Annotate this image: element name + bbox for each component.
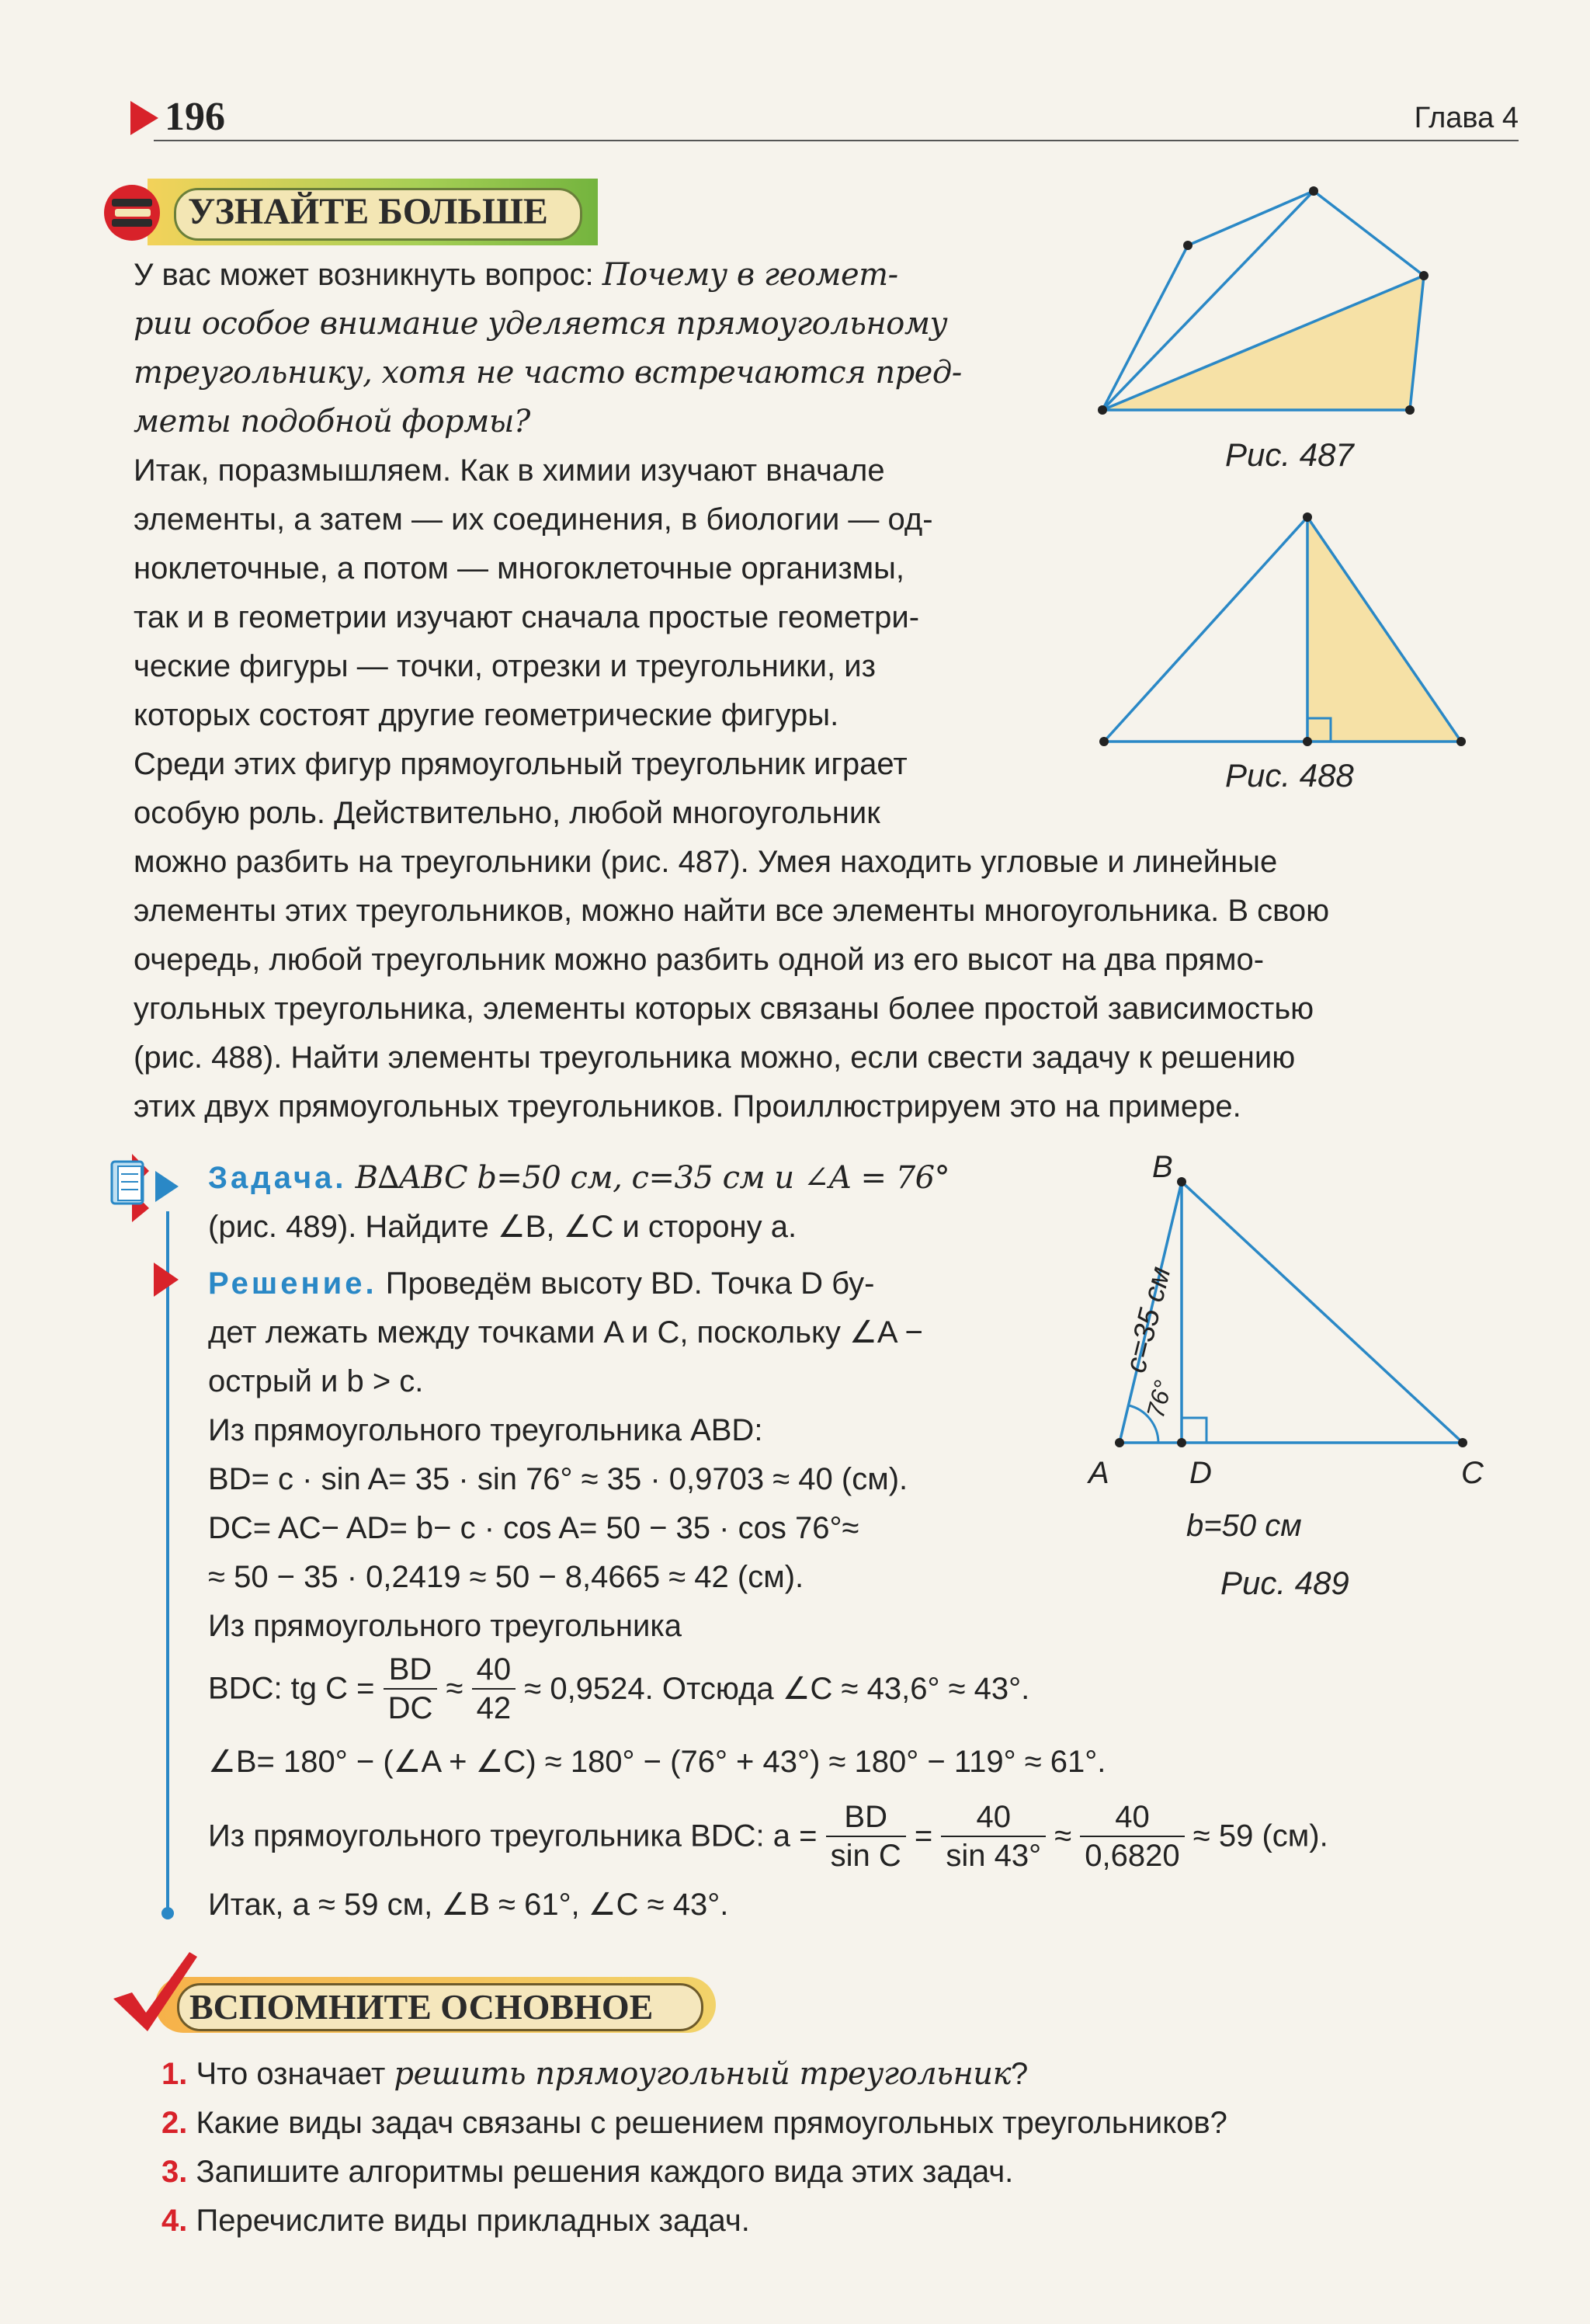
recall-questions-list: [161, 2050, 1528, 2246]
header-rule: [154, 140, 1519, 141]
side-c-label: c=35 см: [1119, 1263, 1178, 1377]
vertex-a-label: A: [1088, 1456, 1109, 1490]
vertex-c-label: C: [1461, 1456, 1484, 1490]
task-line-1: Задача. В∆ABC b=50 см, c=35 см и ∠A = 76°: [208, 1160, 950, 1196]
angle-b-formula: ∠B= 180° − (∠A + ∠C) ≈ 180° − (76° + 43°) ≈ 180° − 119° ≈ 61°.: [208, 1745, 1106, 1779]
figure-489-right-angle-mark: [1182, 1418, 1206, 1443]
angle-76-label: 76°: [1140, 1377, 1178, 1421]
figure-488-caption: Рис. 488: [1225, 757, 1354, 794]
figure-488-altitude-diagram: [1087, 505, 1475, 753]
figure-489-triangle-diagram: [1071, 1141, 1506, 1576]
paragraph-2-line-6: угольных треугольника, элементы которых связаны более простой зависимостью: [134, 992, 1314, 1026]
learn-more-banner: [101, 179, 598, 245]
recall-question-3: 3. Запишите алгоритмы решения каждого вида этих задач.: [161, 2155, 1014, 2189]
question-line-2: рии особое внимание уделяется прямоугольному: [134, 306, 948, 342]
paragraph-1-line-5: ческие фигуры — точки, отрезки и треугольники, из: [134, 649, 876, 683]
paragraph-2-line-8: этих двух прямоугольных треугольников. Проиллюстрируем это на примере.: [134, 1089, 1241, 1124]
recall-question-2: 2. Какие виды задач связаны с решением прямоугольных треугольников?: [161, 2106, 1227, 2140]
side-a-formula: Из прямоугольного треугольника BDC: a = $\frac{BD}{\text{sin C}}$ = $\frac{40}{\sin 43^\circ}$ ≈ $\frac{40}{0,6820}$ ≈ 59 (см).: [208, 1800, 1328, 1873]
recall-title: ВСПОМНИТЕ ОСНОВНОЕ: [189, 1987, 654, 2027]
paragraph-1-line-3: ноклеточные, а потом — многоклеточные организмы,: [134, 551, 905, 585]
paragraph-1-line-2: элементы, а затем — их соединения, в биологии — од-: [134, 502, 933, 537]
paragraph-2-line-1: Среди этих фигур прямоугольный треугольник играет: [134, 747, 908, 781]
figure-487-caption: Рис. 487: [1225, 436, 1354, 473]
task-side-bar-end-dot: [161, 1907, 174, 1919]
task-statement: [208, 1154, 1062, 1252]
fraction-40-over-0682: $\frac{40}{0,6820}$: [1080, 1801, 1184, 1871]
recall-question-1: 1. Что означает решить прямоугольный треугольник?: [161, 2056, 1029, 2092]
recall-banner: [109, 1949, 730, 2034]
task-line-2: (рис. 489). Найдите ∠B, ∠C и сторону a.: [208, 1210, 797, 1244]
fraction-40-over-sin43: $\frac{40}{\sin 43^\circ}$: [941, 1801, 1046, 1871]
task-notebook-icon: [101, 1148, 194, 1225]
checkmark-icon: [109, 1949, 202, 2034]
solution-line-8: Из прямоугольного треугольника: [208, 1609, 682, 1643]
solution-line-3: острый и b > c.: [208, 1364, 424, 1398]
learn-more-wide-paragraph: [134, 838, 1523, 1131]
paragraph-1-line-1: Итак, поразмышляем. Как в химии изучают вначале: [134, 453, 885, 488]
paragraph-2-line-3: можно разбить на треугольники (рис. 487). Умея находить угловые и линейные: [134, 845, 1278, 879]
solution-line-6: DC= AC− AD= b− c · cos A= 50 − 35 · cos 76°≈: [208, 1511, 859, 1545]
solution-label: Решение.: [208, 1266, 377, 1301]
task-side-bar: [166, 1211, 169, 1910]
point-d-label: D: [1189, 1456, 1212, 1490]
chapter-label: Глава 4: [1414, 102, 1519, 134]
solution-line-1: Решение. Проведём высоту BD. Точка D бу-: [208, 1266, 875, 1301]
page-marker-icon: [130, 101, 158, 135]
fraction-bd-over-sinc: $\frac{BD}{\text{sin C}}$: [826, 1801, 906, 1871]
tangent-c-formula: BDC: tg C = $\frac{BD}{DC}$ ≈ $\frac{40}{42}$ ≈ 0,9524. Отсюда ∠C ≈ 43,6° ≈ 43°.: [208, 1652, 1030, 1725]
fraction-40-over-42: $\frac{40}{42}$: [472, 1654, 516, 1724]
question-line-3: треугольнику, хотя не часто встречаются пред-: [134, 355, 962, 391]
solution-line-4: Из прямоугольного треугольника ABD:: [208, 1413, 763, 1447]
recall-question-4: 4. Перечислите виды прикладных задач.: [161, 2204, 750, 2238]
paragraph-2-line-2: особую роль. Действительно, любой многоугольник: [134, 796, 880, 830]
task-label: Задача.: [208, 1161, 347, 1195]
page-header: [130, 92, 1519, 143]
solution-line-5: BD= c · sin A= 35 · sin 76° ≈ 35 · 0,9703 ≈ 40 (см).: [208, 1462, 908, 1496]
paragraph-2-line-5: очередь, любой треугольник можно разбить одной из его высот на два прямо-: [134, 943, 1265, 977]
paragraph-2-line-7: (рис. 488). Найти элементы треугольника можно, если свести задачу к решению: [134, 1040, 1296, 1075]
learn-more-question-block: [134, 251, 1050, 838]
paragraph-1-line-6: которых состоят другие геометрические фигуры.: [134, 698, 839, 732]
figure-487-polygon-diagram: [1087, 179, 1460, 427]
question-line-4: меты подобной формы?: [134, 404, 530, 439]
vertex-b-label: B: [1152, 1150, 1173, 1184]
book-stack-icon: [101, 183, 163, 242]
solution-line-7: ≈ 50 − 35 · 0,2419 ≈ 50 − 8,4665 ≈ 42 (см).: [208, 1560, 804, 1594]
page-number: 196: [165, 95, 225, 139]
side-b-label: b=50 см: [1186, 1509, 1302, 1543]
figure-489-caption: Рис. 489: [1220, 1565, 1349, 1601]
paragraph-2-line-4: элементы этих треугольников, можно найти все элементы многоугольника. В свою: [134, 894, 1330, 928]
solution-block: [208, 1259, 1062, 1651]
solution-conclusion: Итак, a ≈ 59 см, ∠B ≈ 61°, ∠C ≈ 43°.: [208, 1888, 729, 1922]
fraction-bd-over-dc: $\frac{BD}{DC}$: [384, 1654, 438, 1724]
learn-more-title: УЗНАЙТЕ БОЛЬШЕ: [188, 191, 548, 232]
paragraph-1-line-4: так и в геометрии изучают сначала простые геометри-: [134, 600, 920, 634]
question-line-1: У вас может возникнуть вопрос: Почему в геомет-: [134, 257, 898, 293]
solution-line-2: дет лежать между точками A и C, поскольку ∠A −: [208, 1315, 923, 1350]
solution-marker-icon: [154, 1263, 179, 1297]
